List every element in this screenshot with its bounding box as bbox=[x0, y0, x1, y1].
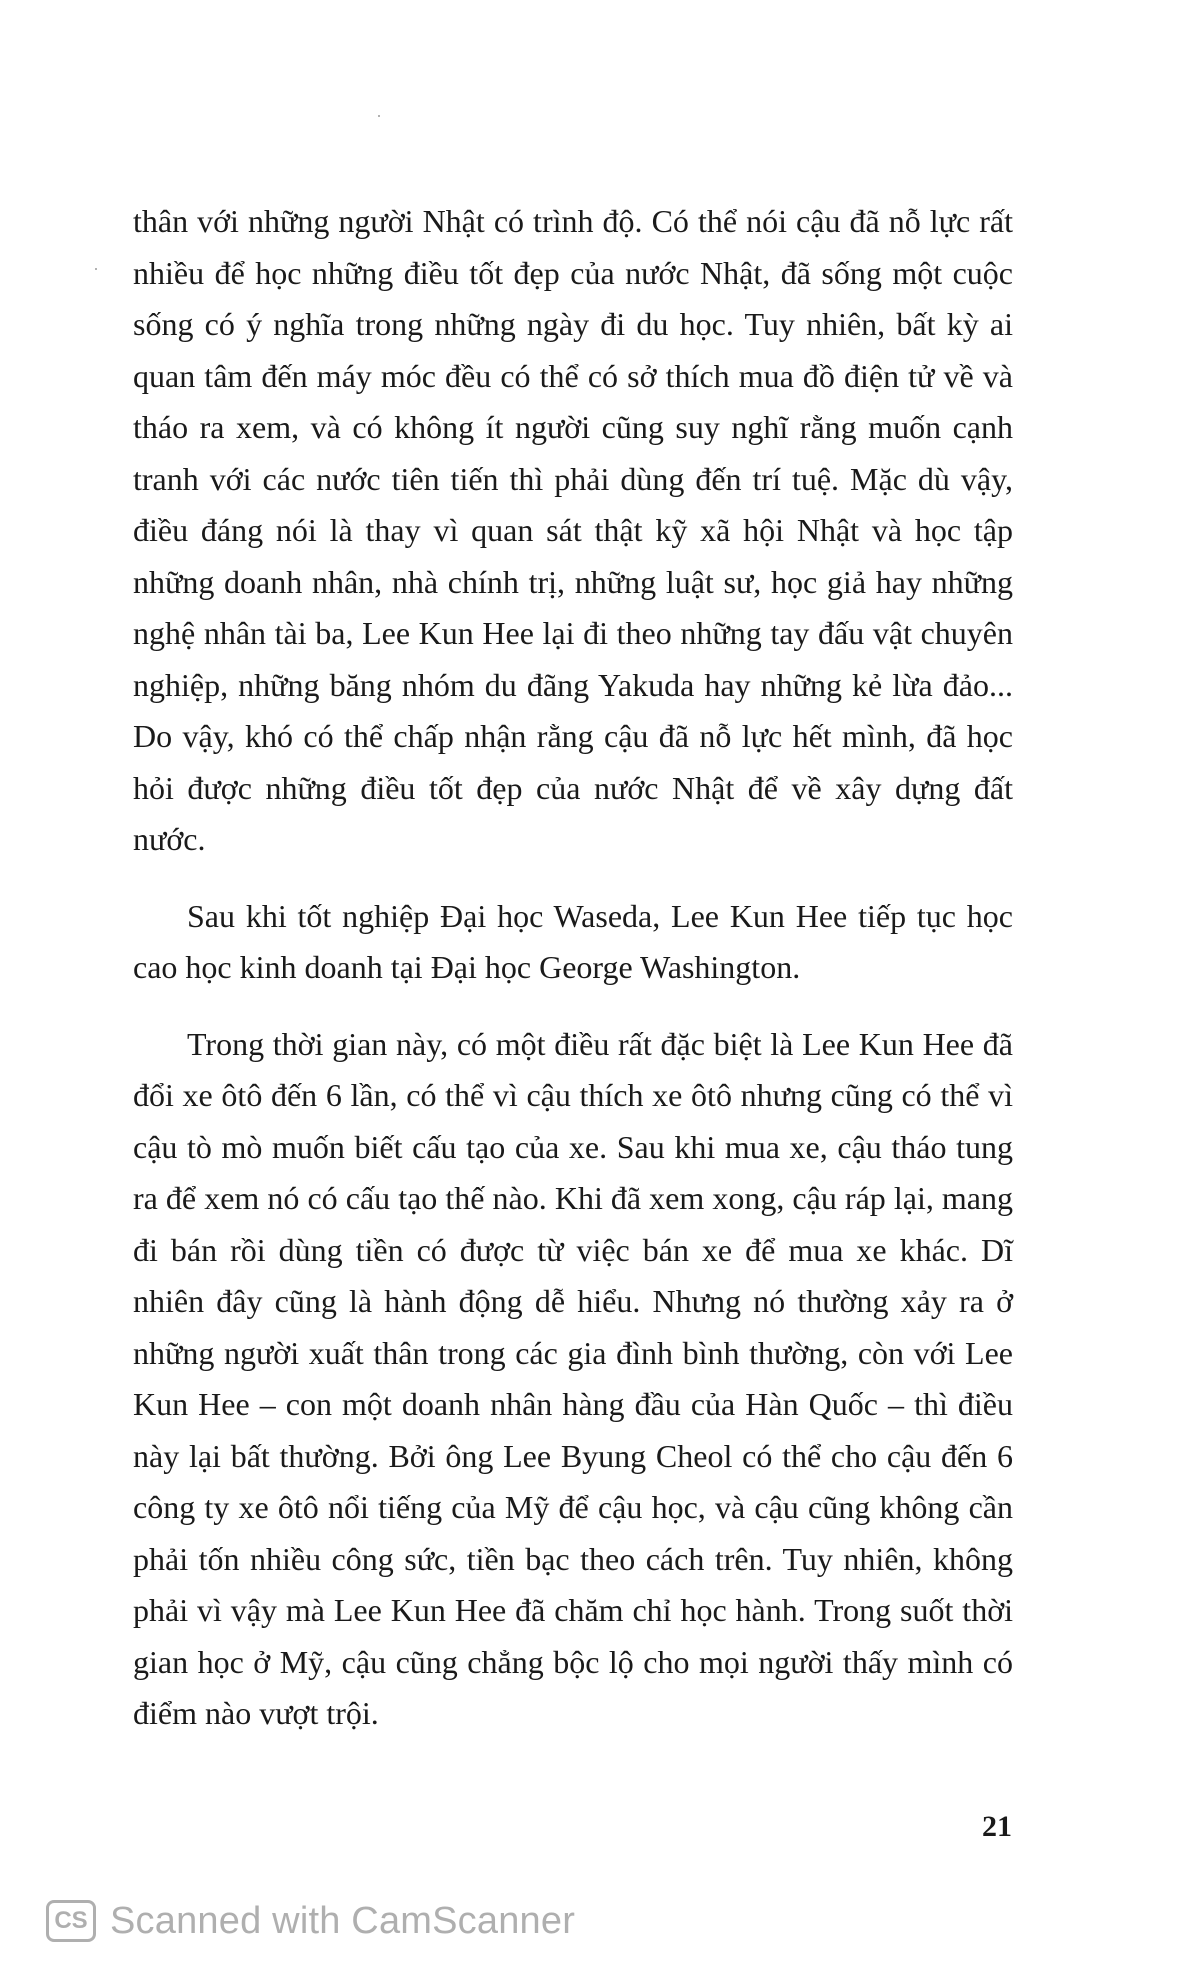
paragraph-1: thân với những người Nhật có trình độ. Có thể nói cậu đã nỗ lực rất nhiều để học những điều tốt đẹp của nước Nhật, đã sống một cuộc sống có ý nghĩa trong những ngày đi du học. Tuy nhiên, bất kỳ ai quan tâm đến máy móc đều có thể có sở thích mua đồ điện tử về và tháo ra xem, và có không ít người cũng suy nghĩ rằng muốn cạnh tranh với các nước tiên tiến thì phải dùng đến trí tuệ. Mặc dù vậy, điều đáng nói là thay vì quan sát thật kỹ xã hội Nhật và học tập những doanh nhân, nhà chính trị, những luật sư, học giả hay những nghệ nhân tài ba, Lee Kun Hee lại đi theo những tay đấu vật chuyên nghiệp, những băng nhóm du đãng Yakuda hay những kẻ lừa đảo... Do vậy, khó có thể chấp nhận rằng cậu đã nỗ lực hết mình, đã học hỏi được những điều tốt đẹp của nước Nhật để về xây dựng đất nước. bbox=[133, 203, 1013, 857]
scan-speck bbox=[95, 268, 97, 270]
body-text bbox=[133, 196, 1013, 1765]
watermark-text: Scanned with CamScanner bbox=[110, 1899, 576, 1942]
camscanner-watermark bbox=[46, 1894, 575, 1948]
paragraph-2: Sau khi tốt nghiệp Đại học Waseda, Lee Kun Hee tiếp tục học cao học kinh doanh tại Đại học George Washington. bbox=[133, 897, 1013, 985]
scan-speck bbox=[378, 115, 380, 117]
paragraph-3: Trong thời gian này, có một điều rất đặc biệt là Lee Kun Hee đã đổi xe ôtô đến 6 lần, có thể vì cậu thích xe ôtô nhưng cũng có thể vì cậu tò mò muốn biết cấu tạo của xe. Sau khi mua xe, cậu tháo tung ra để xem nó có cấu tạo thế nào. Khi đã xem xong, cậu ráp lại, mang đi bán rồi dùng tiền có được từ việc bán xe để mua xe khác. Dĩ nhiên đây cũng là hành động dễ hiểu. Nhưng nó thường xảy ra ở những người xuất thân trong các gia đình bình thường, còn với Lee Kun Hee – con một doanh nhân hàng đầu của Hàn Quốc – thì điều này lại bất thường. Bởi ông Lee Byung Cheol có thể cho cậu đến 6 công ty xe ôtô nổi tiếng của Mỹ để cậu học, và cậu cũng không cần phải tốn nhiều công sức, tiền bạc theo cách trên. Tuy nhiên, không phải vì vậy mà Lee Kun Hee đã chăm chỉ học hành. Trong suốt thời gian học ở Mỹ, cậu cũng chẳng bộc lộ cho mọi người thấy mình có điểm nào vượt trội. bbox=[133, 1025, 1013, 1731]
page-number: 21 bbox=[982, 1810, 1012, 1843]
camscanner-logo-icon: CS bbox=[46, 1900, 96, 1942]
